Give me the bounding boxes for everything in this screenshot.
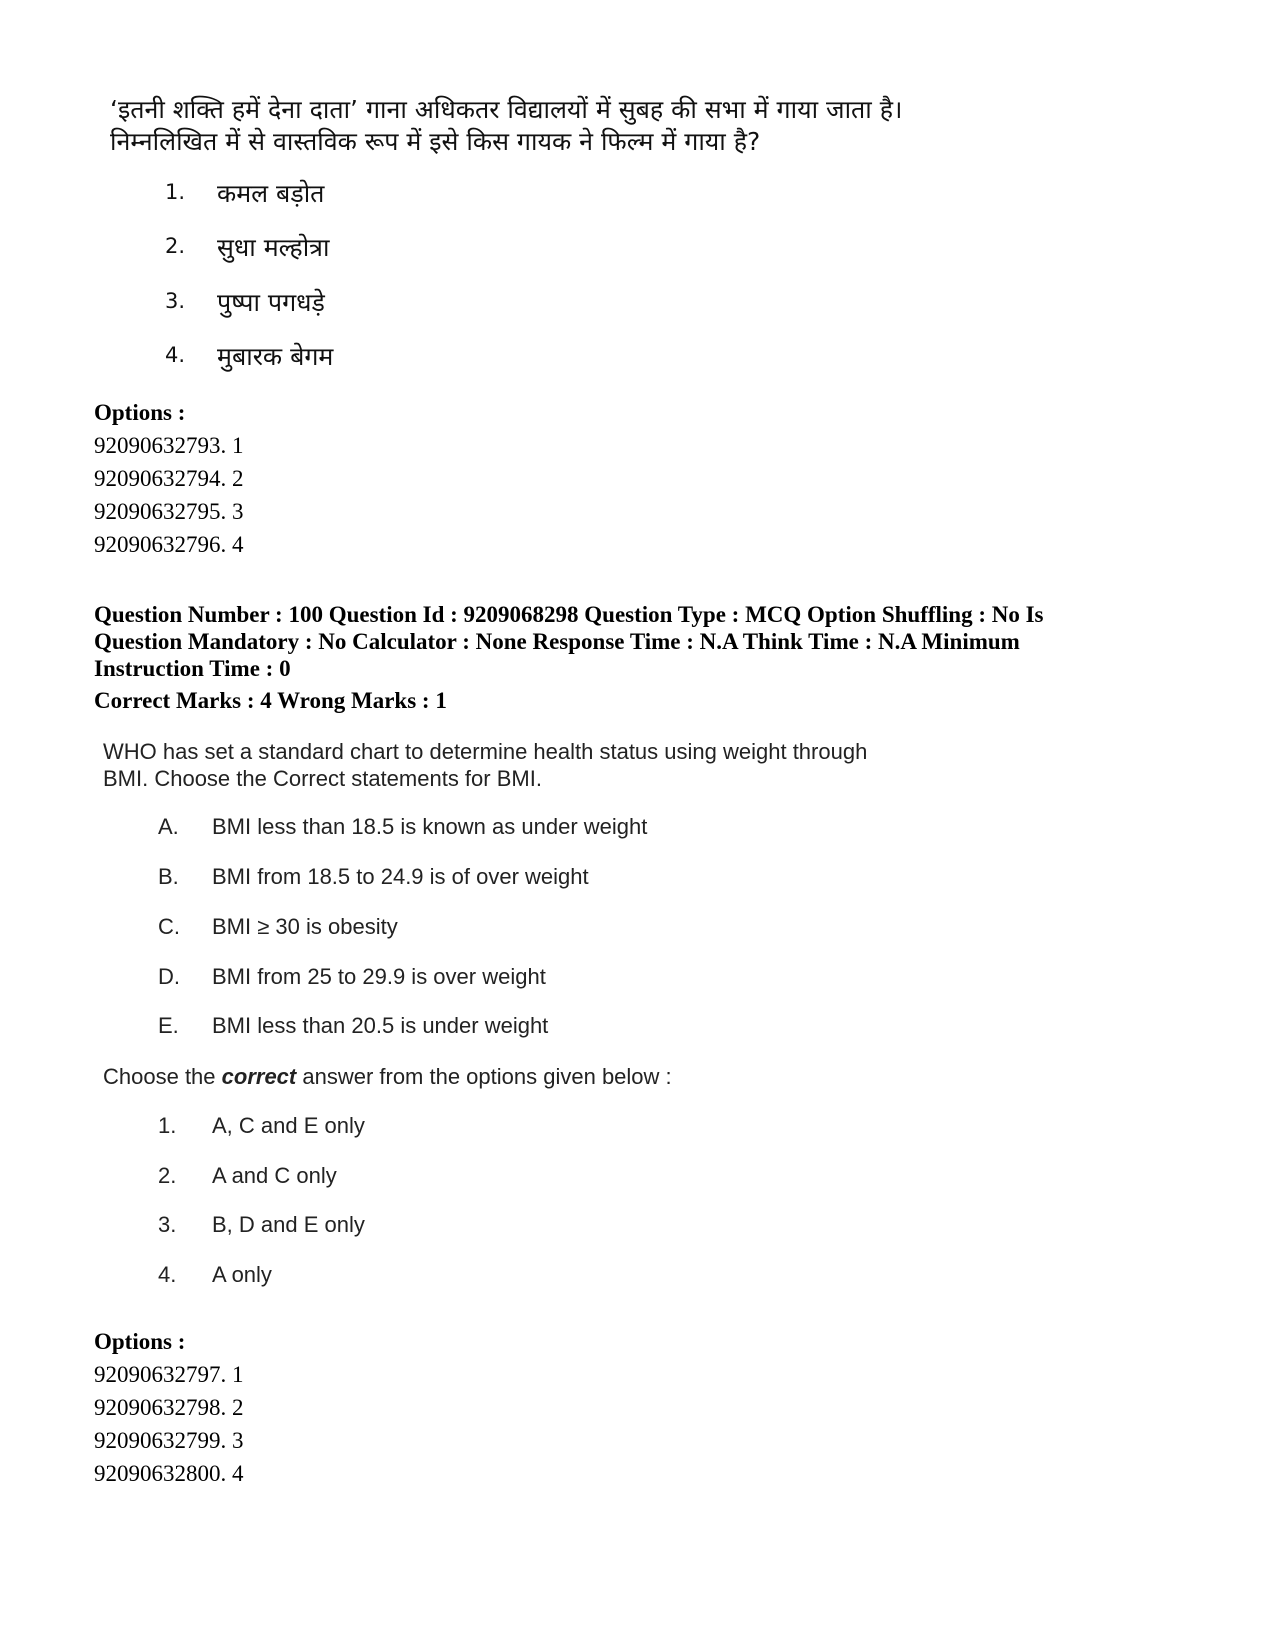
statement-text: BMI from 25 to 29.9 is over weight bbox=[212, 964, 546, 989]
instruction-emphasis: correct bbox=[221, 1064, 297, 1089]
answer-text: A and C only bbox=[212, 1163, 337, 1188]
option-id: 92090632797. 1 bbox=[94, 1362, 244, 1387]
statement-label: D. bbox=[158, 964, 180, 989]
choice-text: मुबारक बेगम bbox=[217, 342, 334, 371]
statement-text: BMI from 18.5 to 24.9 is of over weight bbox=[212, 864, 589, 889]
answer-number: 3. bbox=[158, 1212, 177, 1237]
english-question-line-1: WHO has set a standard chart to determine health status using weight through bbox=[103, 739, 868, 764]
question-meta bbox=[94, 601, 1044, 714]
choice-text: पुष्पा पगधड़े bbox=[217, 288, 325, 317]
option-id: 92090632794. 2 bbox=[94, 466, 244, 491]
choice-number: 3. bbox=[165, 289, 186, 313]
marks-info: Correct Marks : 4 Wrong Marks : 1 bbox=[94, 688, 447, 713]
choice-text: सुधा मल्होत्रा bbox=[217, 233, 330, 262]
statement-label: A. bbox=[158, 814, 179, 839]
option-id: 92090632795. 3 bbox=[94, 499, 244, 524]
option-id: 92090632798. 2 bbox=[94, 1395, 244, 1420]
answer-number: 2. bbox=[158, 1163, 177, 1188]
statement-label: E. bbox=[158, 1013, 179, 1038]
answer-number: 1. bbox=[158, 1113, 177, 1138]
answer-number: 4. bbox=[158, 1262, 177, 1287]
choice-number: 2. bbox=[165, 234, 186, 258]
answer-text: B, D and E only bbox=[212, 1212, 365, 1237]
choice-number: 4. bbox=[165, 343, 186, 367]
english-question bbox=[103, 738, 867, 792]
answer-text: A, C and E only bbox=[212, 1113, 365, 1138]
option-id: 92090632800. 4 bbox=[94, 1461, 244, 1486]
option-id: 92090632799. 3 bbox=[94, 1428, 244, 1453]
choice-text: कमल बड़ोत bbox=[217, 179, 325, 208]
statement-text: BMI less than 18.5 is known as under weight bbox=[212, 814, 648, 839]
statement-text: BMI less than 20.5 is under weight bbox=[212, 1013, 549, 1038]
options-heading: Options : bbox=[94, 1329, 186, 1354]
statement-label: B. bbox=[158, 864, 179, 889]
answer-text: A only bbox=[212, 1262, 272, 1287]
hindi-choices bbox=[165, 176, 565, 376]
question-meta-line-2: Question Mandatory : No Calculator : None Response Time : N.A Think Time : N.A Minimum bbox=[94, 629, 1020, 654]
question-meta-line-3: Instruction Time : 0 bbox=[94, 656, 291, 681]
english-question-line-2: BMI. Choose the Correct statements for BMI. bbox=[103, 766, 542, 791]
options-heading: Options : bbox=[94, 400, 186, 425]
question-meta-line-1: Question Number : 100 Question Id : 9209068298 Question Type : MCQ Option Shuffling : No Is bbox=[94, 602, 1044, 627]
instruction-suffix: answer from the options given below : bbox=[296, 1064, 672, 1089]
hindi-question-line-2: निम्नलिखित में से वास्तविक रूप में इसे किस गायक ने फिल्म में गाया है? bbox=[110, 127, 761, 156]
hindi-question-line-1: ‘इतनी शक्ति हमें देना दाता’ गाना अधिकतर विद्यालयों में सुबह की सभा में गाया जाता है। bbox=[110, 95, 903, 124]
choice-number: 1. bbox=[165, 180, 186, 204]
instruction-prefix: Choose the bbox=[103, 1064, 222, 1089]
options-block-2 bbox=[94, 1325, 244, 1490]
statement-label: C. bbox=[158, 914, 180, 939]
bmi-statements bbox=[158, 814, 858, 1044]
answer-instruction bbox=[103, 1064, 672, 1090]
options-block-1 bbox=[94, 396, 244, 561]
option-id: 92090632793. 1 bbox=[94, 433, 244, 458]
statement-text: BMI ≥ 30 is obesity bbox=[212, 914, 398, 939]
answer-choices bbox=[158, 1113, 658, 1293]
option-id: 92090632796. 4 bbox=[94, 532, 244, 557]
